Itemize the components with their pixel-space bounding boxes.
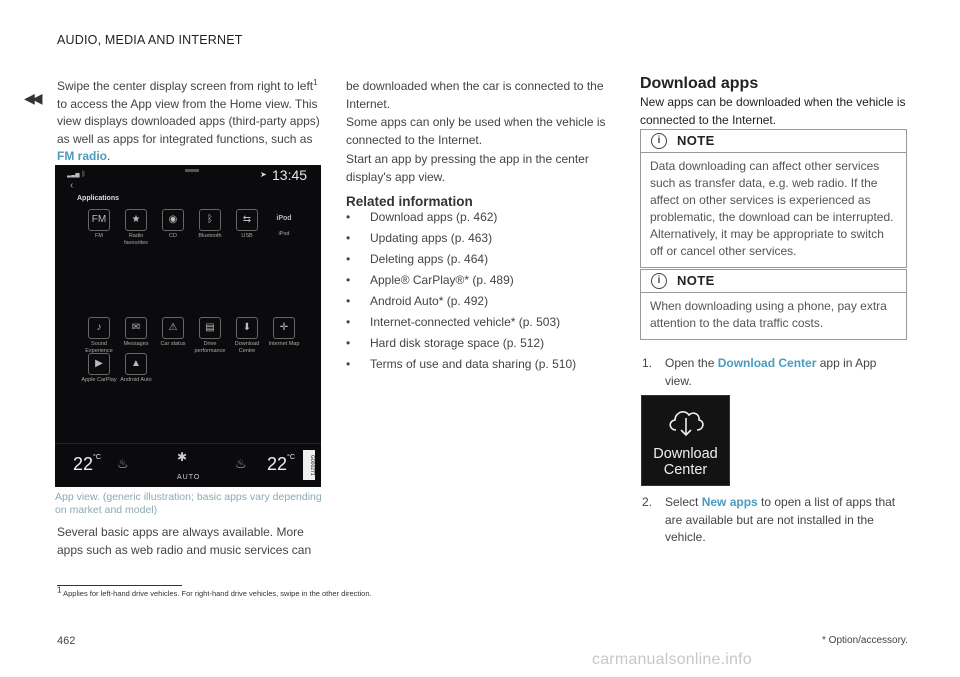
app-label: Drive performance: [194, 341, 226, 354]
temp-left[interactable]: $22^{^\circ C}$: [73, 454, 101, 474]
android-auto-icon: ▲: [125, 353, 147, 375]
footnote-rule: [57, 585, 182, 586]
step-number: 1.: [642, 356, 653, 370]
step-text: Open the: [665, 356, 718, 370]
intro-text-pre: Swipe the center display screen from right to left: [57, 79, 314, 93]
auto-climate-label[interactable]: AUTO: [177, 474, 201, 481]
new-apps-link[interactable]: New apps: [701, 495, 758, 509]
fm-radio-link[interactable]: FM radio: [57, 149, 107, 163]
step-text: app in App view.: [665, 356, 877, 388]
app-label: Android Auto: [120, 377, 152, 383]
page-header: AUDIO, MEDIA AND INTERNET: [57, 33, 243, 47]
app-tile[interactable]: [229, 209, 265, 240]
clock: 13:45: [272, 167, 308, 183]
pull-down-handle: [185, 169, 199, 172]
app-tile[interactable]: [266, 209, 302, 238]
step-text: to open a list of apps that are available but are not installed in the vehicle.: [665, 495, 896, 544]
figure-code: G000271: [303, 450, 315, 480]
app-label: Internet Map: [268, 341, 300, 347]
app-tile[interactable]: [192, 209, 228, 240]
cloud-download-icon: [666, 404, 706, 438]
related-link[interactable]: • Terms of use and data sharing (p. 510): [346, 356, 626, 377]
app-tile[interactable]: [81, 209, 117, 240]
climate-bar: [55, 443, 321, 487]
basic-apps-paragraph: Several basic apps are always available. More apps such as web radio and music services can: [57, 525, 312, 557]
page-number: 462: [57, 635, 76, 647]
drive-performance-icon: ▤: [199, 317, 221, 339]
intro-text-end: .: [107, 149, 111, 163]
related-information-heading: Related information: [346, 194, 473, 209]
temp-right[interactable]: $22^{^\circ C}$: [267, 454, 295, 474]
car-status-icon: ⚠: [162, 317, 184, 339]
fan-icon[interactable]: ✱: [177, 450, 188, 464]
app-view-illustration: [55, 165, 321, 487]
sound-experience-icon: ♪: [88, 317, 110, 339]
cd-icon: ◉: [162, 209, 184, 231]
app-tile[interactable]: [192, 317, 228, 354]
app-tile[interactable]: [81, 317, 117, 354]
app-label: iPod: [278, 231, 290, 237]
app-label: FM: [95, 233, 103, 239]
download-center-tile[interactable]: [641, 395, 730, 486]
step-text: Select: [665, 495, 702, 509]
app-tile[interactable]: [118, 353, 154, 384]
app-label: Sound Experience: [85, 341, 113, 354]
download-apps-heading: Download apps: [640, 75, 759, 92]
related-link[interactable]: • Apple® CarPlay®* (p. 489): [346, 272, 626, 293]
apple-carplay-icon: ▶: [88, 353, 110, 375]
app-label: Messages: [123, 341, 149, 347]
back-arrow-icon: ‹: [70, 180, 74, 191]
bluetooth-icon: ᛒ: [199, 209, 221, 231]
info-icon: i: [651, 133, 667, 149]
back-chevron-icon[interactable]: ◀◀: [24, 90, 40, 106]
note-title: NOTE: [677, 273, 715, 288]
download-center-link[interactable]: Download Center: [717, 356, 817, 370]
download-apps-intro: New apps can be downloaded when the vehicle is connected to the Internet.: [640, 95, 906, 127]
fm-app-icon: FM: [88, 209, 110, 231]
app-tile[interactable]: [266, 317, 302, 348]
ipod-icon: iPod: [276, 215, 292, 222]
related-link[interactable]: • Deleting apps (p. 464): [346, 251, 626, 272]
download-centre-icon: ⬇: [236, 317, 258, 339]
tile-label: Download Center: [653, 446, 718, 478]
note-title: NOTE: [677, 133, 715, 148]
app-tile[interactable]: [155, 209, 191, 240]
location-icon: ➤: [260, 170, 267, 179]
col2-paragraph-2: Some apps can only be used when the vehicle is connected to the Internet.: [346, 115, 606, 147]
note-box-1: [640, 129, 907, 268]
applications-title: Applications: [77, 195, 120, 202]
app-label: Car status: [160, 341, 186, 347]
related-link[interactable]: • Updating apps (p. 463): [346, 230, 626, 251]
note-box-2: [640, 269, 907, 340]
app-tile[interactable]: [118, 209, 154, 246]
app-label: Radio favourites: [124, 233, 148, 246]
app-label: USB: [241, 233, 253, 239]
intro-text-post: to access the App view from the Home view. This view displays downloaded apps (third-party apps) as well as apps for integrated functions, such as: [57, 96, 320, 146]
option-accessory-note: * Option/accessory.: [822, 635, 908, 646]
seat-heat-left-icon[interactable]: ♨: [117, 456, 129, 471]
step-number: 2.: [642, 495, 653, 509]
related-link[interactable]: • Download apps (p. 462): [346, 209, 626, 230]
seat-heat-right-icon[interactable]: ♨: [235, 456, 247, 471]
app-tile[interactable]: [155, 317, 191, 348]
related-link[interactable]: • Internet-connected vehicle* (p. 503): [346, 314, 626, 335]
info-icon: i: [651, 273, 667, 289]
related-link[interactable]: • Android Auto* (p. 492): [346, 293, 626, 314]
usb-icon: ⇆: [236, 209, 258, 231]
footnote-ref[interactable]: 1: [313, 78, 318, 87]
related-information-list: [346, 209, 626, 377]
col2-paragraph-1: be downloaded when the car is connected to the Internet.: [346, 79, 604, 111]
messages-icon: ✉: [125, 317, 147, 339]
watermark: carmanualsonline.info: [592, 651, 752, 668]
app-label: Download Centre: [234, 341, 260, 354]
related-link[interactable]: • Hard disk storage space (p. 512): [346, 335, 626, 356]
figure-caption: App view. (generic illustration; basic apps vary depending on market and model): [55, 491, 322, 516]
step-2: [642, 494, 907, 547]
internet-map-icon: ✛: [273, 317, 295, 339]
app-label: CD: [169, 233, 177, 239]
app-tile[interactable]: [118, 317, 154, 348]
app-tile[interactable]: [229, 317, 265, 354]
app-label: Bluetooth: [198, 233, 222, 239]
app-label: Apple CarPlay: [81, 377, 117, 383]
app-tile[interactable]: [81, 353, 117, 384]
step-1: [642, 355, 902, 390]
radio-favourites-icon: ★: [125, 209, 147, 231]
signal-icon: ▂▃▅ ᛒ: [67, 171, 86, 178]
note-body: When downloading using a phone, pay extra attention to the data traffic costs.: [650, 299, 887, 330]
footnote: $^1$ Applies for left-hand drive vehicles. For right-hand drive vehicles, swipe in the other direction.: [57, 585, 372, 598]
intro-paragraph: [57, 78, 327, 166]
col2-paragraph-3: Start an app by pressing the app in the center display's app view.: [346, 152, 589, 184]
note-body: Data downloading can affect other services such as transfer data, e.g. web radio. If the affect on other services is experienced as problematic, the download can be interrupted. Alternatively, it may be appropriate to switch off or cancel other services.: [650, 159, 894, 258]
